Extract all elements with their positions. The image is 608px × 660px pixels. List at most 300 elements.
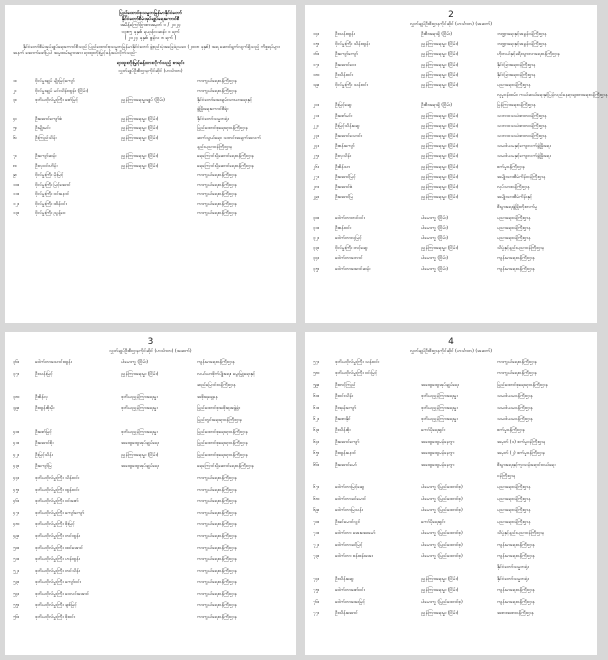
department: ပြည်ထောင်စုရေးရာဝန်ကြီးဌာန: [197, 126, 248, 132]
header-line: ၁၃၈၅ ခုနှစ်၊ နယုန်လဆန်း ၁ ရက်: [121, 29, 180, 35]
list-item: [13, 96, 288, 105]
department: ကာကွယ်ရေးဝန်ကြီးဌာန: [197, 603, 237, 609]
list-item: [13, 181, 288, 190]
person-name: ဗိုလ်မှူးချုပ် မင်းသိန်းထွန်း (ငြိမ်း): [35, 88, 89, 94]
department: သမဝါယမဝန်ကြီးဌာန: [497, 405, 533, 411]
list-item: [13, 543, 288, 555]
department: ကာကွယ်ရေးဝန်ကြီးဌာန: [197, 615, 237, 621]
department: ကျန်းမာရေးဝန်ကြီးဌာန: [497, 599, 535, 605]
list-item: [313, 414, 589, 425]
item-number: ၄၆။: [13, 499, 20, 505]
department: ပညာရေးဝန်ကြီးဌာန: [497, 496, 531, 502]
person-name: ဦးစန်းကျော်: [335, 144, 355, 150]
item-number: ၄၄။: [13, 475, 20, 481]
list-item: [13, 461, 288, 473]
person-name: ဒေါက်တာဘောင်: [335, 256, 363, 262]
department: အစိုးရရှေ့နေ: [197, 394, 218, 400]
person-name: ဒုတိယဗိုလ်မှူးကြီး ကျော်ကျော်: [35, 510, 85, 516]
rank-title: ညွှန်ကြားရေးမှူး (ငြိမ်း): [421, 72, 459, 78]
rank-title: [121, 485, 197, 497]
department: ကာကွယ်ရေးဝန်ကြီးဌာန: [197, 510, 237, 516]
person-name: ဗိုလ်မှူးကြီး ထိန်ဝင်း: [35, 201, 67, 207]
rank-title: ညွှန်ကြားရေးမှူး (ငြိမ်း): [421, 123, 459, 129]
department: အမျိုးသားစီမံကိန်းနှင့်: [497, 195, 533, 201]
rank-title: ပါမောက္ခ (ပြည်ထောင်စု): [421, 599, 463, 605]
person-name: ဗိုလ်မှူးကြီး မိုးမြင့်: [35, 173, 64, 179]
person-name: ဒုတိယဗိုလ်မှူးကြီး ဝေလင်းအောင်: [35, 591, 90, 597]
list-item: [13, 124, 288, 133]
person-name: ဒေါက်တာသောင်းထွန်း: [35, 360, 72, 365]
list-item: [313, 425, 589, 436]
rank-title: အထွေထွေမန်နေဂျာ: [421, 451, 455, 457]
list-item: [313, 403, 589, 414]
rank-title: ညွှန်ကြားရေးမှူး (ငြိမ်း): [421, 52, 459, 58]
item-number: ၁၀။: [13, 182, 20, 188]
item-number: ၅၈။: [313, 371, 320, 377]
person-name: ဒုတိယဗိုလ်မှူးကြီး ဟန်ထွန်း: [35, 557, 80, 563]
table-heading: လွှတ်ချုပ်ဦးစီးဌာနကိုင်ဆိုင် (ဟင်္သာတ): [118, 69, 183, 75]
list-item: [13, 87, 288, 96]
department: ကာကွယ်ရေးဝန်ကြီးဌာန: [197, 173, 237, 179]
person-name: ဗိုလ်မှူးကြီး သိန်းထွန်း: [335, 42, 370, 48]
rank-title: ပါမောက္ခ (ငြိမ်း): [421, 215, 449, 221]
list-item: [313, 244, 589, 254]
list-item: [313, 173, 589, 183]
item-number: ၄၁။: [13, 441, 20, 447]
item-number: ၁၅။: [313, 42, 320, 48]
list-item: [13, 531, 288, 543]
department: သဘာဝသယံဇာတဝန်ကြီးဌာန: [497, 134, 547, 140]
list-item-continuation: [13, 105, 288, 114]
rank-title: ညွှန်ကြားရေးမှူး (ငြိမ်း): [121, 163, 159, 169]
department: ကာကွယ်ရေးဝန်ကြီးဌာန: [197, 475, 237, 481]
person-name: ဦးသိန်းဆွေ: [335, 576, 354, 582]
department: ပြည်ထောင်စုရေးရာဝန်ကြီးဌာန: [197, 452, 248, 458]
department: ကာကွယ်ရေးဝန်ကြီးဌာန: [197, 545, 237, 551]
department: ကာကွယ်ရေးဝန်ကြီးဌာန: [197, 88, 237, 94]
department: ပညာရေးဝန်ကြီးဌာန: [497, 236, 531, 242]
rank-title: ဒုတိယညွှန်ကြားရေးမှူး: [421, 417, 458, 423]
list-item: [313, 152, 589, 162]
rank-title: ညွှန်ကြားရေးမှူးချုပ် (ငြိမ်း): [121, 98, 165, 104]
person-name: ဦးအောင်သောင်း: [335, 134, 363, 140]
item-number: ၁၄။: [313, 32, 320, 37]
item-number: ၄၉။: [13, 533, 20, 539]
item-number: ၂၄။: [313, 144, 320, 150]
list-item: [313, 224, 589, 234]
person-name: ဦးအောင်ကျော်: [335, 439, 360, 445]
list-item: [313, 254, 589, 264]
rank-title: ကော်ပိုရေးရှင်း: [421, 428, 446, 434]
rank-title: ညွှန်ကြားရေးမှူး (ငြိမ်း): [121, 126, 159, 132]
department: နိုင်ငံခြားရေးဝန်ကြီးဌာန: [497, 62, 536, 68]
item-number: ၇၅။: [313, 588, 320, 594]
list-item: [13, 519, 288, 531]
person-name: ဦးစိန်သာ: [335, 164, 351, 170]
list-item: [13, 496, 288, 508]
document-page-1: [5, 5, 296, 323]
list-item: [313, 112, 589, 122]
rank-title: ပါမောက္ခ (ငြိမ်း): [121, 360, 149, 365]
table-heading: လွှတ်ချုပ်ဦးစီးဌာနကိုင်ဆိုင် (ဟင်္သာတ) (အဆက်): [409, 349, 493, 354]
department: ပညာရေးဝန်ကြီးဌာန: [497, 225, 531, 231]
department: ပြည်ထောင်စုအစိုးရအဖွဲ့ရုံး: [197, 406, 241, 412]
rank-title: ပါမောက္ခ (ပြည်ထောင်စု): [421, 553, 463, 559]
person-name: ဦးသိန်းစိုး: [335, 428, 351, 434]
list-item: [13, 369, 288, 381]
list-item: [313, 265, 589, 275]
list-item: [313, 101, 589, 111]
rank-title: ဦးစီးအရာရှိ (ငြိမ်း): [421, 32, 453, 37]
rank-title: ညွှန်ကြားရေးမှူး (ငြိမ်း): [421, 83, 459, 89]
person-name: ဦးထွန်းစိုးမိုး: [35, 406, 55, 412]
department: ကျန်းမာရေးဝန်ကြီးဌာန: [497, 256, 535, 262]
list-item: [13, 600, 288, 612]
list-item: [13, 190, 288, 199]
rank-title: [121, 473, 197, 485]
rank-title: ညွှန်ကြားရေးမှူး (ငြိမ်း): [121, 154, 159, 160]
appointment-list: [13, 357, 288, 624]
rank-title: ဒုတိယညွှန်ကြားရေးမှူး: [421, 405, 458, 411]
list-item: [13, 577, 288, 589]
item-number: ၃၃။: [313, 246, 320, 252]
department: ကာကွယ်ရေးဝန်ကြီးဌာန: [197, 79, 237, 85]
list-item: [313, 517, 589, 528]
item-number: ၄၂။: [13, 452, 20, 458]
page-number: 3: [147, 337, 154, 347]
department: သမဝါယမဝန်ကြီးဌာန: [497, 394, 533, 400]
department: ပညာရေးဝန်ကြီးဌာန: [497, 519, 531, 525]
department: ပြည်ထောင်စုရေးရာဝန်ကြီးဌာန: [197, 441, 248, 447]
department: ရေကြောင်းပို့ဆောင်ရေးဝန်ကြီးဌာန: [197, 163, 254, 169]
person-name: ဒုတိယဗိုလ်မှူးကြီး ကျော်ဝင်း: [35, 580, 81, 586]
item-number: ၃၅။: [313, 266, 320, 272]
department: ပြည်ထောင်စုရေးရာဝန်ကြီးဌာန: [497, 382, 548, 388]
item-number: ၃၉။: [13, 406, 20, 412]
rank-title: ညွှန်ကြားရေးမှူး (ငြိမ်း): [121, 116, 159, 122]
list-item-continuation: [313, 562, 589, 573]
list-item: [313, 551, 589, 562]
list-item: [313, 142, 589, 152]
person-name: ဦးစိန်လှ: [35, 394, 48, 400]
rank-title: [121, 190, 197, 199]
rank-title: ပါမောက္ခ (ငြိမ်း): [421, 266, 449, 272]
list-item: [13, 115, 288, 124]
item-number: ၇၆။: [313, 599, 320, 605]
item-number: ၄။: [13, 116, 17, 122]
list-item: [313, 132, 589, 142]
list-item-continuation: [13, 143, 288, 152]
rank-title: ဒုတိယညွှန်ကြားရေးမှူး: [121, 429, 158, 435]
item-number: ၃၇။: [13, 371, 20, 377]
person-name: ဒေါက်တာ အေးအေးမော်: [335, 531, 376, 537]
department-continued: နည်းပညာဝန်ကြီးဌာန: [197, 145, 233, 151]
list-item: [313, 122, 589, 132]
rank-title: ညွှန်ကြားရေးမှူး (ငြိမ်း): [421, 113, 459, 119]
department: ကာကွယ်ရေးဝန်ကြီးဌာန: [197, 499, 237, 505]
list-item: [313, 81, 589, 91]
rank-title: [121, 200, 197, 209]
rank-title: [121, 496, 197, 508]
list-item: [313, 574, 589, 585]
rank-title: ညွှန်ကြားရေးမှူး (ငြိမ်း): [421, 154, 459, 160]
person-name: ဒေါက်တာခင်မြင့်: [335, 542, 363, 548]
rank-title: [121, 508, 197, 520]
item-number: ၆၉။: [313, 508, 320, 514]
person-name: ဒုတိယဗိုလ်မှူးကြီး စိုးမြင့်: [35, 522, 75, 528]
department: သမဝါယမနှင့်ကျေးလက်ဖွံ့ဖြိုးရေး: [497, 144, 551, 150]
list-item: [13, 209, 288, 218]
rank-title: ကော်ပိုရေးရှင်း: [421, 519, 446, 525]
department: ဘဏ္ဍာရေးနှင့်အခွန်ဝန်ကြီးဌာန: [497, 42, 547, 48]
department: ကျန်းမာရေးဝန်ကြီးဌာန: [497, 588, 535, 594]
person-name: ဦးကျော်မြ: [35, 464, 52, 470]
rank-title: [421, 368, 497, 379]
list-item: [313, 163, 589, 173]
rank-title: ညွှန်ကြားရေးမှူး (ငြိမ်း): [421, 246, 459, 252]
person-name: ဒေါက်တာဇော်ဝင်း: [335, 588, 365, 594]
rank-title: [121, 543, 197, 555]
department: သဘာဝသယံဇာတဝန်ကြီးဌာန: [497, 123, 547, 129]
rank-title: ညွှန်ကြားရေးမှူး (ငြိမ်း): [421, 62, 459, 68]
rank-title: ညွှန်ကြားရေးမှူး (ငြိမ်း): [421, 610, 459, 616]
header-line: နိုင်ငံတော်စီမံအုပ်ချုပ်ရေးကောင်စီ: [121, 17, 180, 23]
item-number: ၇၃။: [313, 553, 320, 559]
department-continued: ပြည်တွင်းရေးရာဝန်ကြီးဌာန: [197, 417, 243, 423]
list-item: [313, 61, 589, 71]
department: ဆက်သွယ်ရေး၊ သတင်းအချက်အလက်: [197, 135, 261, 141]
department: အမျိုးသားစီမံကိန်းဝန်ကြီးဌာန: [497, 174, 546, 180]
list-item: [13, 152, 288, 161]
department: စက်မှုဝန်ကြီးဌာန: [497, 164, 525, 170]
list-item: [313, 608, 589, 619]
item-number: ၃၆။: [13, 360, 20, 365]
item-number: ၅၄။: [13, 591, 20, 597]
list-item: [313, 494, 589, 505]
person-name: ဒုတိယဗိုလ်မှူးကြီး သိန်းဝင်း: [35, 475, 80, 481]
department: သဘာဝသယံဇာတဝန်ကြီးဌာန: [497, 113, 547, 119]
rank-title: ညွှန်ကြားရေးမှူး (ငြိမ်း): [421, 588, 459, 594]
department: ကာကွယ်ရေးဝန်ကြီးဌာန: [497, 371, 537, 377]
person-name: ဗိုလ်မှူးကြီး သန်းဝင်း: [335, 83, 368, 89]
rank-title: ပါမောက္ခ (ပြည်ထောင်စု): [421, 531, 463, 537]
person-name: ဒေါက်တာမြင့်ဆွေ: [335, 485, 365, 491]
department: ကျန်းမာရေးဝန်ကြီးဌာန: [497, 266, 535, 272]
person-name: ဦးဇော်မင်း: [335, 113, 353, 119]
person-name: ဦးအောင်မော်: [335, 462, 357, 468]
item-number: ၂၆။: [313, 164, 320, 170]
person-name: ဒုတိယဗိုလ်မှူးကြီး စိုးဝင်း: [35, 615, 75, 621]
section-title: ရာထူးတိုးမြှင့်ခန့်ထားလိုက်သည့် စာရင်း: [116, 61, 185, 67]
rank-title: ဦးစီးအရာရှိ (ငြိမ်း): [421, 103, 453, 109]
rank-title: ပါမောက္ခ (ပြည်ထောင်စု): [421, 496, 463, 502]
department-continued: နိုင်ငံတော်သမ္မတရုံး: [497, 565, 529, 571]
person-name: ဒုတိယဗိုလ်မှူးကြီး ဝင်းမြင့်: [335, 371, 378, 377]
rank-title: [121, 531, 197, 543]
list-item: [13, 485, 288, 497]
rank-title: ညွှန်ကြားရေးမှူး (ငြိမ်း): [421, 164, 459, 170]
list-item: [13, 589, 288, 601]
item-number: ၃။: [13, 98, 17, 104]
list-item: [313, 585, 589, 596]
item-number: ၆။: [13, 135, 17, 141]
person-name: ဦးမြင့်ဆွေ: [335, 103, 352, 109]
list-item: [13, 566, 288, 578]
header-line: ပြည်ထောင်စုသမ္မတမြန်မာနိုင်ငံတော်: [119, 11, 182, 16]
person-name: ဒေါက်တာ စန်းစန်းအေး: [335, 553, 373, 559]
person-name: ဦးသန်းထွန်း: [335, 32, 355, 37]
document-page-3: [5, 332, 296, 655]
person-name: ဒုတိယဗိုလ်မှူးကြီး ချစ်မြင့်: [35, 603, 77, 609]
person-name: ဦးအောင်ဇံ: [335, 185, 353, 191]
list-item: [313, 193, 589, 203]
department: ပညာရေးဝန်ကြီးဌာန: [497, 215, 531, 221]
item-number: ၆၆။: [313, 462, 320, 468]
department: ပညာရေးဝန်ကြီးဌာန: [497, 508, 531, 514]
person-name: ဦးဝင်းသိန်း: [335, 394, 353, 400]
department: ကျန်းမာရေးဝန်ကြီးဌာန: [497, 553, 535, 559]
item-number: ၇၄။: [313, 576, 320, 582]
rank-title: [421, 357, 497, 368]
person-name: ဦးမျိုးမင်း: [35, 126, 51, 132]
department: သမဝါယမနှင့်ကျေးလက်ဖွံ့ဖြိုးရေး: [497, 154, 551, 160]
rank-title: [121, 612, 197, 624]
department: စီးပွားရေးနှင့်ကူးသန်းရောင်းဝယ်ရေး: [497, 462, 556, 468]
list-item: [313, 482, 589, 493]
rank-title: ညွှန်ကြားရေးမှူး (ငြိမ်း): [421, 144, 459, 150]
department: ဘဏ္ဍာရေးနှင့်အခွန်ဝန်ကြီးဌာန: [497, 32, 547, 37]
item-number: ၂၈။: [313, 185, 320, 191]
header-line: အမိန့်ကြော်ငြာစာအမှတ် ၁ / ၂၀၂၄: [120, 23, 181, 29]
rank-title: ညွှန်ကြားရေးမှူး (ငြိမ်း): [421, 185, 459, 191]
list-item-continuation: [313, 471, 589, 482]
list-item: [13, 427, 288, 439]
item-number: ၆၄။: [313, 439, 320, 445]
item-number: ၁၆။: [313, 52, 320, 58]
rank-title: [121, 209, 197, 218]
rank-title: အထွေထွေအုပ်ချုပ်ရေး: [121, 441, 159, 447]
department: ပြည်ထောင်စုရေးရာဝန်ကြီးဌာန: [197, 429, 248, 435]
list-item: [313, 448, 589, 459]
department: ကာကွယ်ရေးဝန်ကြီးဌာန: [197, 201, 237, 207]
table-heading: လွှတ်ချုပ်ဦးစီးဌာနကိုင်ဆိုင် (ဟင်္သာတ) (အဆက်): [109, 349, 192, 354]
list-item: [313, 505, 589, 516]
list-item: [313, 183, 589, 193]
rank-title: ပါမောက္ခ (ပြည်ထောင်စု): [421, 485, 463, 491]
item-number: ၄၃။: [13, 464, 20, 470]
item-number: ၂၀။: [313, 103, 320, 109]
item-number: ၁၂။: [13, 201, 20, 207]
list-item: [313, 50, 589, 60]
department: ကာကွယ်ရေးဝန်ကြီးဌာန: [197, 533, 237, 539]
department: နိုင်ငံတော်အေးချမ်းသာယာရေးနှင့်: [197, 98, 253, 104]
rank-title: ဒုတိယညွှန်ကြားရေးမှူး: [121, 406, 158, 412]
person-name: ဒေါက်တာမြသန်း: [335, 508, 363, 514]
rank-title: ပါမောက္ခ (ငြိမ်း): [421, 236, 449, 242]
person-name: ဦးစောနိုင်: [335, 417, 351, 423]
list-item-continuation: [13, 380, 288, 392]
rank-title: ညွှန်ကြားရေးမှူး (ငြိမ်း): [421, 195, 459, 201]
department: ပညာရေးဝန်ကြီးဌာန: [497, 83, 531, 89]
list-item: [13, 162, 288, 171]
list-item: [13, 171, 288, 180]
item-number: ၂။: [13, 88, 17, 94]
item-number: ၇၇။: [313, 610, 320, 616]
item-number: ၅။: [13, 126, 17, 132]
item-number: ၇၁။: [313, 531, 320, 537]
list-item: [13, 508, 288, 520]
rank-title: ပါမောက္ခ (ပြည်ထောင်စု): [421, 508, 463, 514]
item-number: ၁၈။: [313, 72, 320, 78]
item-number: ၅၃။: [13, 580, 20, 586]
list-item: [13, 554, 288, 566]
department: နိုင်ငံတော်သမ္မတရုံး: [497, 576, 529, 582]
department: ကာကွယ်ရေးဝန်ကြီးဌာန: [197, 522, 237, 528]
item-number: ၂၉။: [313, 195, 320, 201]
list-item: [313, 357, 589, 368]
department: ကာကွယ်ရေးဝန်ကြီးဌာန: [197, 591, 237, 597]
department-continued: ဆည်မြောင်းဝန်ကြီးဌာန: [197, 383, 236, 389]
rank-title: အထွေထွေအုပ်ချုပ်ရေး: [121, 464, 159, 470]
list-item: [313, 528, 589, 539]
item-number: ၃၀။: [313, 215, 320, 221]
person-name: ဒေါက်တာအေးမြင့်: [335, 599, 366, 605]
person-name: ဦးမြင့်သိန်းဆွေ: [335, 123, 360, 129]
item-number: ၁၉။: [313, 83, 320, 89]
list-item: [313, 540, 589, 551]
item-number: ၂၇။: [313, 174, 320, 180]
department: ကာကွယ်ရေးဝန်ကြီးဌာန: [197, 182, 237, 188]
intro-paragraph: နိုင်ငံတော်စီမံအုပ်ချုပ်ရေးကောင်စီသည် ပြည်ထောင်စုသမ္မတမြန်မာနိုင်ငံတော် ဖွဲ့စည်းပုံအခြေခံဥပဒေ (၂၀၀၈ ခုနှစ်) အရ ဆောင်ရွက်လျက်ရှိသည့် ကိစ္စရပ်များအနက် အောက်ဖော်ပြပါ အမှုထမ်းများအား ရာထူးတိုးမြှင့်ခန့်အပ်လိုက်သည်-: [13, 45, 280, 57]
item-number: ၁။: [13, 79, 17, 85]
item-number: ၄၇။: [13, 510, 20, 516]
item-number: ၃၈။: [13, 394, 20, 400]
rank-title: ညွှန်ကြားရေးမှူး (ငြိမ်း): [421, 576, 459, 582]
department: နိုင်ငံခြားရေးဝန်ကြီးဌာန: [497, 72, 536, 78]
table-heading: လွှတ်ချုပ်ဦးစီးဌာနကိုင်ဆိုင် (ဟင်္သာတ) (အဆက်): [409, 22, 493, 27]
department: ရေကြောင်းပို့ဆောင်ရေးဝန်ကြီးဌာန: [197, 154, 254, 160]
department: သိပ္ပံနှင့်နည်းပညာဝန်ကြီးဌာန: [497, 246, 545, 252]
department: ကာကွယ်ရေးဝန်ကြီးဌာန: [197, 568, 237, 574]
item-number: ၂၅။: [313, 154, 320, 160]
list-item-continuation: [13, 415, 288, 427]
item-number: ၃၁။: [313, 225, 320, 231]
person-name: ဗိုလ်မှူးကြီး ညွန့်ဝေ: [35, 210, 66, 216]
page-number: 2: [448, 10, 454, 20]
appointment-list: [313, 30, 608, 275]
item-number: ၂၃။: [313, 134, 320, 140]
department: အမှတ် (၁) စက်မှုဝန်ကြီးဌာန: [497, 439, 546, 445]
person-name: ဦးသိန်းဝင်း: [335, 72, 353, 78]
list-item: [313, 437, 589, 448]
list-item-continuation: [313, 203, 589, 213]
list-item: [13, 77, 288, 86]
list-item: [13, 392, 288, 404]
appointment-list: [13, 77, 288, 218]
list-item: [313, 214, 589, 224]
document-page-4: [305, 332, 597, 655]
list-item: [13, 403, 288, 415]
list-item: [313, 380, 589, 391]
department: ကျန်းမာရေးဝန်ကြီးဌာန: [197, 360, 235, 365]
item-number: ၂၁။: [313, 113, 320, 119]
rank-title: ဒုတိယညွှန်ကြားရေးမှူး: [121, 394, 158, 400]
rank-title: ဒုတိယညွှန်ကြားရေးမှူး: [421, 394, 458, 400]
item-number: ၄၈။: [13, 522, 20, 528]
department: ပညာရေးဝန်ကြီးဌာန: [497, 485, 531, 491]
item-number: ၇၂။: [313, 542, 320, 548]
rank-title: ညွှန်ကြားရေးမှူး (ငြိမ်း): [421, 174, 459, 180]
